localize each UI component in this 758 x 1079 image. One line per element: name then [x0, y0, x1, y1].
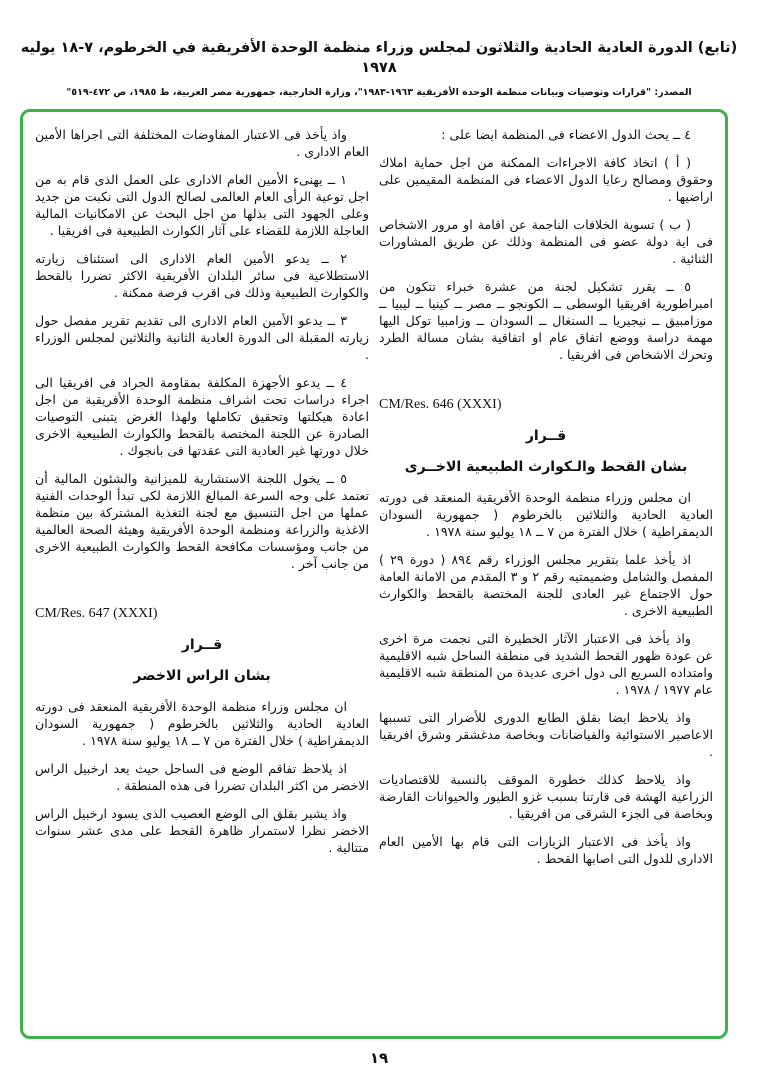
- paragraph: اذ يأخذ علما بتقرير مجلس الوزراء رقم ٨٩٤ ( دورة ٢٩ ) المفصل والشامل وضميمتيه رقم ٢ و ٣ المقدم من الامانة العامة حول الاجتماع غير العادى للجنة المختصة بالقحط والكوارث الطبيعية الاخرى .: [379, 552, 713, 618]
- resolution-subject: بشان القحط والـكوارث الطبيعية الاخــرى: [404, 459, 688, 475]
- running-title: (تابع) الدورة العادية الحادية والثلاثون لمجلس وزراء منظمة الوحدة الأفريقية في الخرطوم، ٧-١٨ يوليه ١٩٧٨: [20, 40, 738, 76]
- page-number: ١٩: [369, 1049, 389, 1067]
- paragraph: واذ يشير بقلق الى الوضع العصيب الذى يسود ارخبيل الراس الاخضر نظرا لاستمرار ظاهرة القحط على مدى عشر سنوات متتالية .: [35, 806, 369, 855]
- paragraph: ان مجلس وزراء منظمة الوحدة الأفريقية المنعقد فى دورته العادية الحادية والثلاثين بالخرطوم ( جمهورية السودان الديمقراطية ) خلال الفترة من ٧ ــ ١٨ يوليو سنة ١٩٧٨ .: [35, 699, 369, 748]
- paragraph: ( ب ) تسوية الخلافات الناجمة عن اقامة او مرور الاشخاص فى اية دولة عضو فى المنظمة وذلك عن طريق المشاورات الثنائية .: [379, 217, 713, 266]
- resolution-reference: CM/Res. 647 (XXXI): [35, 606, 158, 621]
- paragraph: ٥ ــ يخول اللجنة الاستشارية للميزانية والشئون المالية أن تعتمد على وجه السرعة المبالغ اللازمة لكى تبدأ الوحدات الفنية عملها من اجل التنسيق مع لجنة التغذية المشتركة بين منظمة الاغذية والزراعة ومنظمة الوحدة الأفريقية وهيئة الصحة العالمية من جانب ومؤسسات مكافحة القحط والكوارث الطبيعية الاخرى من جانب آخر .: [35, 471, 369, 571]
- paragraph: ٤ ــ يدعو الأجهزة المكلفة بمقاومة الجراد فى افريقيا الى اجراء دراسات تحت اشراف منظمة الوحدة الأفريقية من اجل اعادة هيكلتها وتحقيق تكاملها ولهذا الغرض يتبنى التوصيات الصادرة عن اللجنة المختصة بالقحط والكوارث الطبيعية الاخرى خلال دورتها غير العادية التى عقدتها فى بانجوك .: [35, 375, 369, 458]
- paragraph: واذ يأخذ فى الاعتبار المفاوضات المختلفة التى اجراها الأمين العام الادارى .: [35, 127, 369, 159]
- source-citation: المصدر: "قرارات وتوصيات وبيانات منظمة الوحدة الأفريقية ١٩٦٣-١٩٨٣"، وزارة الخارجية، جمهورية مصر العربية، ط ١٩٨٥، ص ٤٧٢-٥١٩": [66, 87, 692, 98]
- paragraph: واذ يلاحظ ايضا بقلق الطابع الدورى للأضرار التى تسببها الاعاصير الاستوائية والفياضانات وبخاصة مدغشقر وشرق افريقيا .: [379, 710, 713, 759]
- paragraph: واذ يأخذ فى الاعتبار الزيارات التى قام بها الأمين العام الادارى للدول التى اصابها القحط .: [379, 834, 713, 866]
- paragraph: ٢ ــ يدعو الأمين العام الادارى الى استئناف زيارته الاستطلاعية فى سائر البلدان الأفريقية الاكثر تضررا بالقحط والكوارث الطبيعية وذلك فى اقرب فرصة ممكنة .: [35, 251, 369, 300]
- paragraph: ٥ ــ يقرر تشكيل لجنة من عشرة خبراء تتكون من امبراطورية افريقيا الوسطى ــ الكونجو ــ مصر ــ كينيا ــ ليبيا ــ موزامبيق ــ نيجيريا ــ السنغال ــ السودان ــ وزامبيا توكل اليها مهمة دراسة ووضع اتفاق عام او اتفاقية بشان مسالة الطرد وتحرك الاشخاص فى افريقيا .: [379, 279, 713, 362]
- decision-heading: قــرار: [181, 637, 223, 653]
- page-frame: [20, 109, 728, 1039]
- paragraph: واذ يأخذ فى الاعتبار الآثار الخطيرة التى نجمت مرة اخرى عن عودة ظهور القحط الشديد فى منطقة الساحل شبه الاقليمية وامتداده السريع الى دول اخرى عديدة من المنطقة شبه الاقليمية عام ١٩٧٧ / ١٩٧٨ .: [379, 631, 713, 697]
- paragraph: ١ ــ يهنىء الأمين العام الادارى على العمل الذى قام به من اجل توعية الرأى العام العالمى لصالح الدول التى نكبت من جديد وعلى الجهود التى بذلها من اجل البحث عن الامكانيات المالية العاجلة اللازمة للقضاء على آثار الكوارث الطبيعية فى افريقيا .: [35, 172, 369, 238]
- resolution-subject: بشان الراس الاخضر: [133, 668, 271, 684]
- right-column: [379, 126, 713, 1020]
- paragraph: واذ يلاحظ كذلك خطورة الموقف بالنسبة للاقتصاديات الزراعية الهشة فى قارتنا بسبب غزو الطيور والحيوانات القارضة وبخاصة فى الجزء الشرقى من افريقيا .: [379, 772, 713, 821]
- paragraph: ٤ ــ يحث الدول الاعضاء فى المنظمة ايضا على :: [441, 127, 691, 142]
- paragraph: ٣ ــ يدعو الأمين العام الادارى الى تقديم تقرير مفصل حول زيارته المقبلة الى الدورة العادية الثانية والثلاثين لمجلس الوزراء .: [35, 313, 369, 362]
- paragraph: ( أ ) اتخاذ كافة الاجراءات الممكنة من اجل حماية املاك وحقوق ومصالح رعايا الدول الاعضاء فى المنظمة المقيمين على اراضيها .: [379, 155, 713, 204]
- left-column: [35, 126, 369, 1020]
- resolution-reference: CM/Res. 646 (XXXI): [379, 397, 502, 412]
- paragraph: ان مجلس وزراء منظمة الوحدة الأفريقية المنعقد فى دورته العادية الحادية والثلاثين بالخرطوم ( جمهورية السودان الديمقراطية ) خلال الفترة من ٧ ــ ١٨ يوليو سنة ١٩٧٨ .: [379, 490, 713, 539]
- paragraph: اذ يلاحظ تفاقم الوضع فى الساحل حيث يعد ارخبيل الراس الاخضر من اكثر البلدان تضررا فى هذه المنطقة .: [35, 761, 369, 793]
- decision-heading: قــرار: [525, 428, 567, 444]
